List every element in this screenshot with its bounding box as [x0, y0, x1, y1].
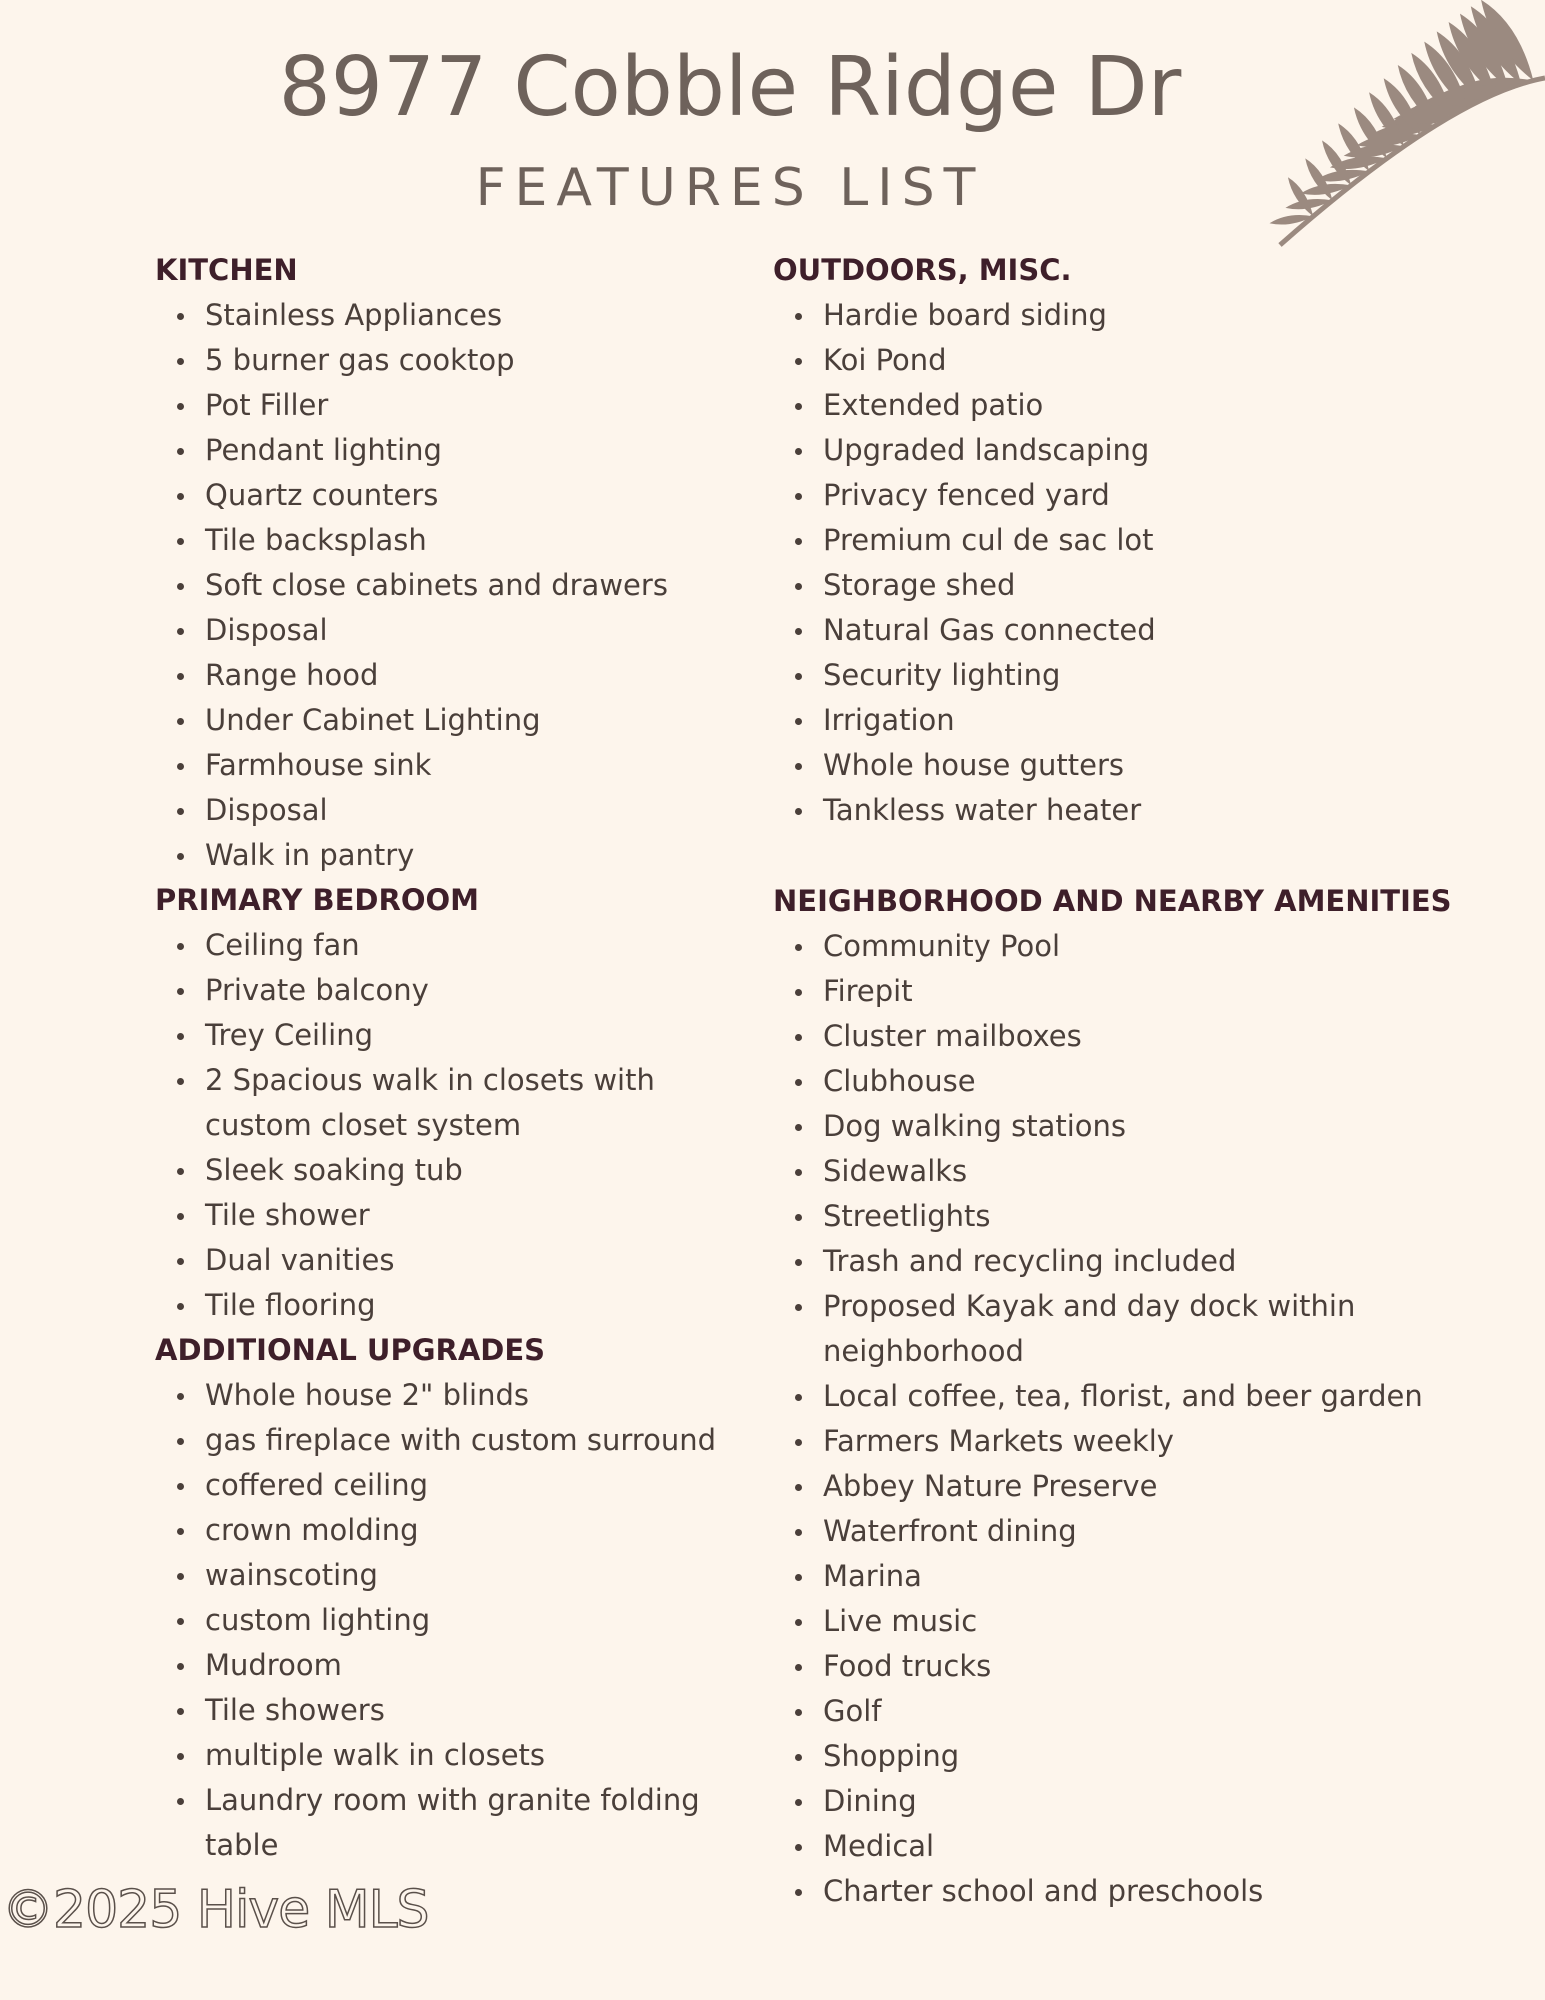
list-item: coffered ceiling: [155, 1463, 755, 1508]
list-item: Live music: [773, 1599, 1473, 1644]
kitchen-heading: KITCHEN: [155, 253, 298, 287]
leaf-midrib: [1280, 78, 1545, 245]
list-item: Charter school and preschools: [773, 1869, 1473, 1914]
list-item: Clubhouse: [773, 1059, 1473, 1104]
list-item: Natural Gas connected: [773, 608, 1473, 653]
list-item: Dog walking stations: [773, 1104, 1473, 1149]
list-item: Extended patio: [773, 383, 1473, 428]
list-item: Waterfront dining: [773, 1509, 1473, 1554]
list-item: Tile shower: [155, 1193, 755, 1238]
list-item: Community Pool: [773, 924, 1473, 969]
list-item: 2 Spacious walk in closets with custom closet system: [155, 1058, 755, 1148]
list-item: Quartz counters: [155, 473, 755, 518]
additional-upgrades-section: [155, 1328, 755, 1868]
list-item: Walk in pantry: [155, 833, 755, 878]
list-item: Ceiling fan: [155, 923, 755, 968]
list-item: Soft close cabinets and drawers: [155, 563, 755, 608]
primary-bedroom-section: [155, 878, 755, 1328]
list-item: Under Cabinet Lighting: [155, 698, 755, 743]
neighborhood-section: [773, 879, 1473, 1914]
list-item: Pot Filler: [155, 383, 755, 428]
section-spacer: [773, 833, 1473, 879]
list-item: Disposal: [155, 608, 755, 653]
list-item: Cluster mailboxes: [773, 1014, 1473, 1059]
list-item: Tile flooring: [155, 1283, 755, 1328]
list-item: Sidewalks: [773, 1149, 1473, 1194]
outdoors-list: [773, 293, 1473, 833]
list-item: Abbey Nature Preserve: [773, 1464, 1473, 1509]
list-item: Shopping: [773, 1734, 1473, 1779]
list-item: Stainless Appliances: [155, 293, 755, 338]
right-column: [773, 248, 1473, 1914]
kitchen-list: [155, 293, 755, 878]
list-item: Hardie board siding: [773, 293, 1473, 338]
list-item: Privacy fenced yard: [773, 473, 1473, 518]
list-item: Range hood: [155, 653, 755, 698]
list-item: Local coffee, tea, florist, and beer garden: [773, 1374, 1473, 1419]
page-title: 8977 Cobble Ridge Dr: [278, 40, 1182, 135]
list-item: Trash and recycling included: [773, 1239, 1473, 1284]
list-item: Firepit: [773, 969, 1473, 1014]
list-item: Whole house 2" blinds: [155, 1373, 755, 1418]
outdoors-section: [773, 248, 1473, 833]
list-item: Tile showers: [155, 1688, 755, 1733]
list-item: Trey Ceiling: [155, 1013, 755, 1058]
list-item: Tile backsplash: [155, 518, 755, 563]
list-item: Golf: [773, 1689, 1473, 1734]
list-item: Disposal: [155, 788, 755, 833]
list-item: Storage shed: [773, 563, 1473, 608]
neighborhood-heading: NEIGHBORHOOD AND NEARBY AMENITIES: [773, 884, 1452, 918]
list-item: multiple walk in closets: [155, 1733, 755, 1778]
additional-upgrades-list: [155, 1373, 755, 1868]
list-item: Sleek soaking tub: [155, 1148, 755, 1193]
leaflet: [1288, 177, 1313, 216]
list-item: Irrigation: [773, 698, 1473, 743]
palm-leaf-icon: [1220, 0, 1545, 270]
list-item: Dining: [773, 1779, 1473, 1824]
list-item: Koi Pond: [773, 338, 1473, 383]
additional-upgrades-heading: ADDITIONAL UPGRADES: [155, 1333, 546, 1367]
list-item: Pendant lighting: [155, 428, 755, 473]
list-item: crown molding: [155, 1508, 755, 1553]
list-item: Private balcony: [155, 968, 755, 1013]
list-item: Streetlights: [773, 1194, 1473, 1239]
list-item: Security lighting: [773, 653, 1473, 698]
left-column: [155, 248, 755, 1868]
watermark: ©2025 Hive MLS: [2, 1880, 429, 1940]
page-subtitle: FEATURES LIST: [475, 158, 985, 218]
list-item: Tankless water heater: [773, 788, 1473, 833]
primary-bedroom-list: [155, 923, 755, 1328]
list-item: Mudroom: [155, 1643, 755, 1688]
list-item: Food trucks: [773, 1644, 1473, 1689]
primary-bedroom-heading: PRIMARY BEDROOM: [155, 883, 479, 917]
list-item: Farmhouse sink: [155, 743, 755, 788]
list-item: gas fireplace with custom surround: [155, 1418, 755, 1463]
kitchen-section: [155, 248, 755, 878]
list-item: Whole house gutters: [773, 743, 1473, 788]
list-item: Dual vanities: [155, 1238, 755, 1283]
list-item: Marina: [773, 1554, 1473, 1599]
neighborhood-list: [773, 924, 1473, 1914]
list-item: Laundry room with granite folding table: [155, 1778, 755, 1868]
list-item: custom lighting: [155, 1598, 755, 1643]
outdoors-heading: OUTDOORS, MISC.: [773, 253, 1072, 287]
list-item: Upgraded landscaping: [773, 428, 1473, 473]
list-item: wainscoting: [155, 1553, 755, 1598]
list-item: Proposed Kayak and day dock within neighborhood: [773, 1284, 1473, 1374]
list-item: Medical: [773, 1824, 1473, 1869]
list-item: 5 burner gas cooktop: [155, 338, 755, 383]
list-item: Farmers Markets weekly: [773, 1419, 1473, 1464]
list-item: Premium cul de sac lot: [773, 518, 1473, 563]
